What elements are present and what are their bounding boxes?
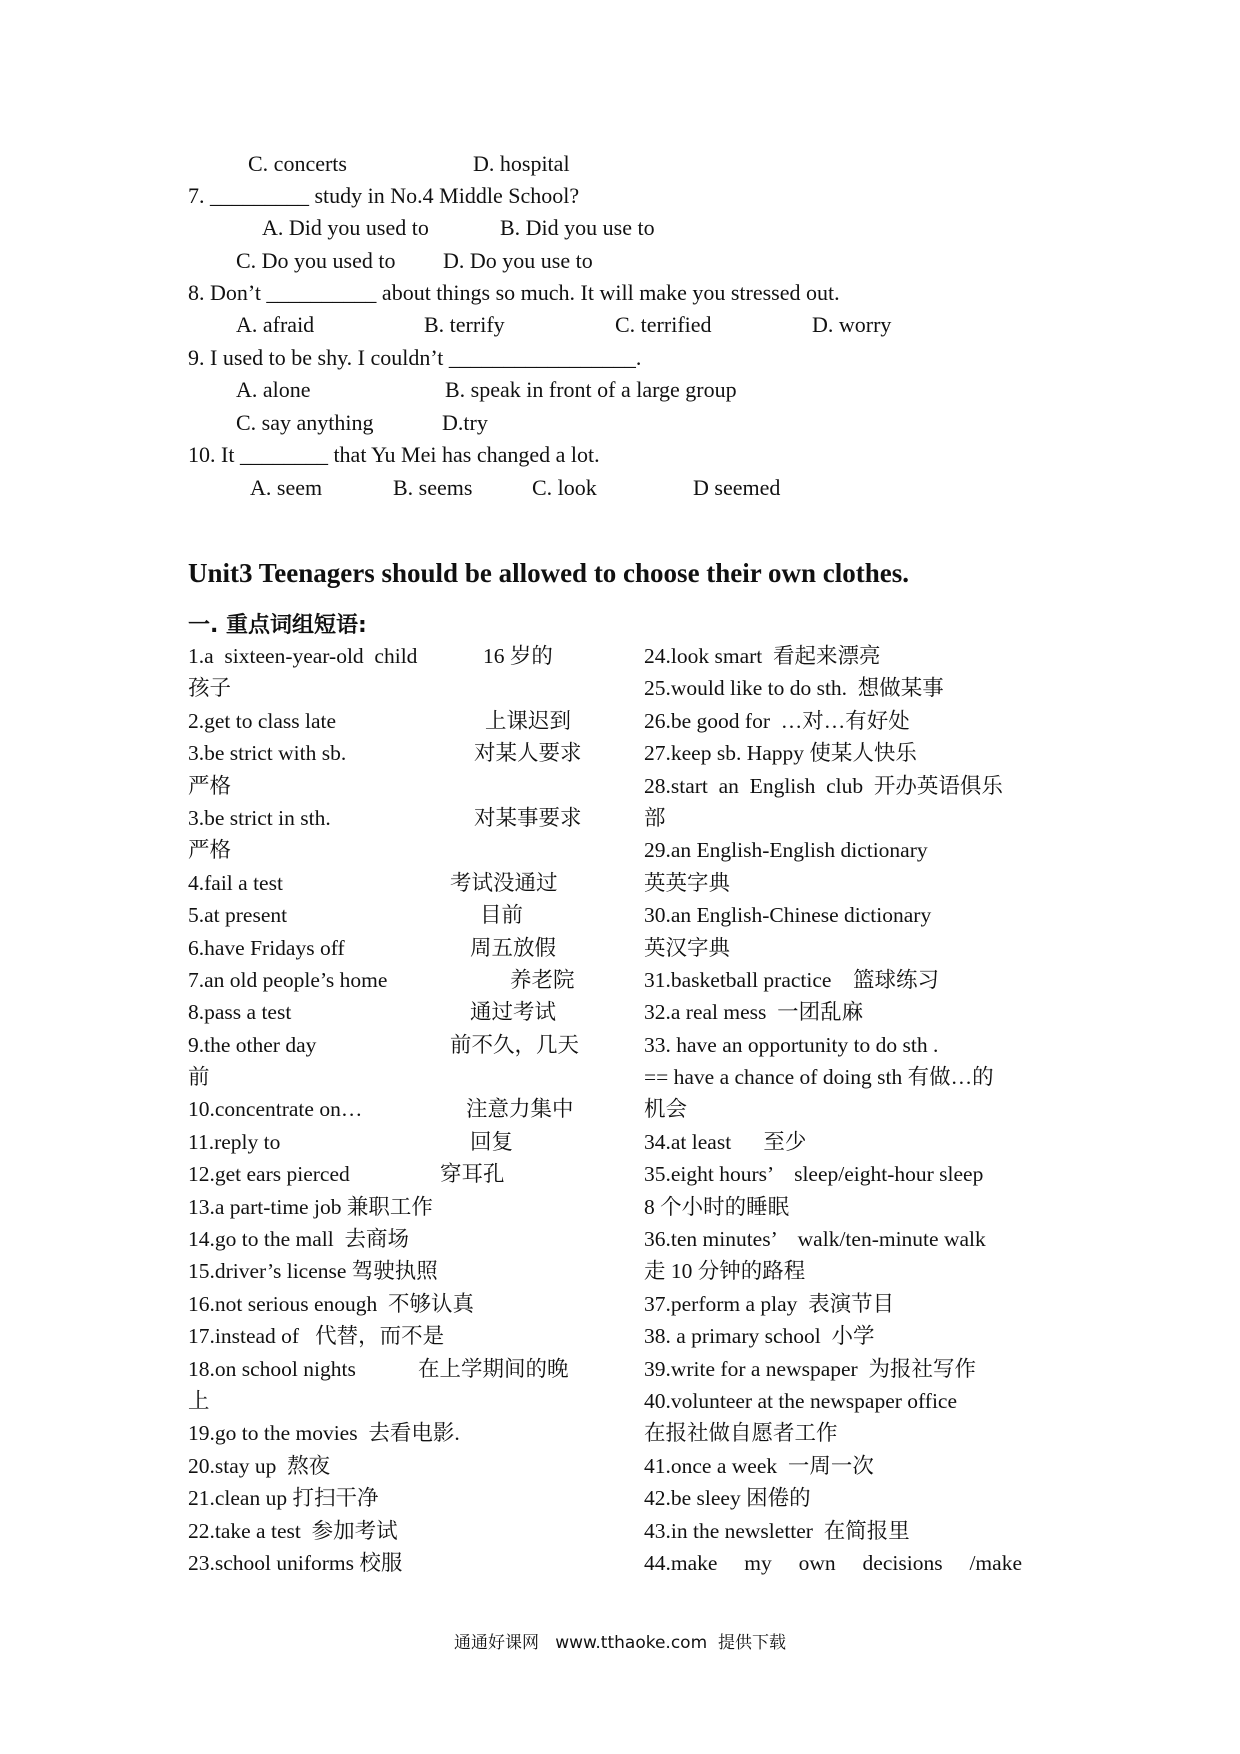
phrase-row xyxy=(188,1061,608,1093)
phrase-chinese: 养老院 xyxy=(510,967,575,992)
phrase-english: 1.a sixteen-year-old child xyxy=(188,644,418,668)
q10-option-a: A. seem xyxy=(250,475,323,500)
phrase-row: 42.be sleey 困倦的 xyxy=(644,1486,811,1511)
phrase-row xyxy=(188,1547,608,1579)
question-10: 10. It ________ that Yu Mei has changed a lot. xyxy=(188,442,600,467)
phrase-row: 机会 xyxy=(644,1097,688,1122)
phrase-english: 10.concentrate on… xyxy=(188,1097,363,1122)
phrase-english: 严格 xyxy=(188,773,232,798)
phrase-row: 36.ten minutes’ walk/ten-minute walk xyxy=(644,1227,986,1252)
phrase-row: 28.start an English club 开办英语俱乐 xyxy=(644,773,1003,798)
phrase-row: 英汉字典 xyxy=(644,935,731,960)
phrase-row xyxy=(188,1126,608,1158)
phrase-english: 14.go to the mall 去商场 xyxy=(188,1227,409,1252)
phrase-row: 37.perform a play 表演节目 xyxy=(644,1291,895,1316)
phrase-row xyxy=(188,640,608,672)
phrase-english: 15.driver’s license 驾驶执照 xyxy=(188,1259,438,1284)
phrase-row: 34.at least 至少 xyxy=(644,1129,807,1154)
q8-option-a: A. afraid xyxy=(236,312,315,337)
phrase-row xyxy=(188,834,608,866)
phrase-english: 6.have Fridays off xyxy=(188,935,345,960)
phrase-row xyxy=(188,737,608,769)
phrase-row: 走 10 分钟的路程 xyxy=(644,1259,806,1284)
phrase-row: 31.basketball practice 篮球练习 xyxy=(644,967,939,992)
phrase-row: 35.eight hours’ sleep/eight-hour sleep xyxy=(644,1162,984,1187)
question-8: 8. Don’t __________ about things so much. It will make you stressed out. xyxy=(188,280,840,305)
phrase-row xyxy=(188,1450,608,1482)
phrase-english: 12.get ears pierced xyxy=(188,1162,350,1187)
phrase-english: 22.take a test 参加考试 xyxy=(188,1518,398,1543)
phrase-row: 44.make my own decisions /make xyxy=(644,1550,1022,1575)
q10-option-b: B. seems xyxy=(393,475,473,500)
q9-option-a: A. alone xyxy=(236,377,311,402)
phrase-row xyxy=(188,705,608,737)
q7-option-d: D. Do you use to xyxy=(443,248,593,273)
phrase-row: 39.write for a newspaper 为报社写作 xyxy=(644,1356,976,1381)
phrase-list-right xyxy=(644,640,1064,1579)
phrase-row: 32.a real mess 一团乱麻 xyxy=(644,1000,864,1025)
phrase-row: 33. have an opportunity to do sth . xyxy=(644,1032,939,1057)
phrase-english: 前 xyxy=(188,1065,210,1090)
phrase-row xyxy=(188,1223,608,1255)
phrase-row: 25.would like to do sth. 想做某事 xyxy=(644,676,944,701)
q10-option-c: C. look xyxy=(532,475,597,500)
q8-option-b: B. terrify xyxy=(424,312,505,337)
phrase-row xyxy=(188,672,608,704)
phrase-row xyxy=(188,1417,608,1449)
phrase-english: 孩子 xyxy=(188,676,232,701)
q8-option-d: D. worry xyxy=(812,312,892,337)
phrase-row: 8 个小时的睡眠 xyxy=(644,1194,790,1219)
phrase-english: 20.stay up 熬夜 xyxy=(188,1453,331,1478)
phrase-row: == have a chance of doing sth 有做…的 xyxy=(644,1065,994,1090)
phrase-row xyxy=(188,802,608,834)
phrase-row: 在报社做自愿者工作 xyxy=(644,1421,838,1446)
phrase-row: 部 xyxy=(644,805,666,830)
phrase-row xyxy=(188,1353,608,1385)
phrase-row xyxy=(188,1255,608,1287)
phrase-row: 43.in the newsletter 在简报里 xyxy=(644,1518,910,1543)
phrase-row: 英英字典 xyxy=(644,870,731,895)
phrase-row xyxy=(188,1385,608,1417)
phrase-english: 2.get to class late xyxy=(188,708,337,733)
phrase-row xyxy=(188,1093,608,1125)
phrase-row xyxy=(188,932,608,964)
phrase-chinese: 回复 xyxy=(470,1129,514,1154)
section-title: 一. 重点词组短语: xyxy=(188,613,367,638)
phrase-row: 30.an English-Chinese dictionary xyxy=(644,903,932,928)
q9-option-d: D.try xyxy=(442,410,488,435)
phrase-chinese: 考试没通过 xyxy=(450,870,558,895)
phrase-chinese: 16 岁的 xyxy=(483,644,553,668)
phrase-row xyxy=(188,964,608,996)
phrase-english: 3.be strict with sb. xyxy=(188,741,347,766)
phrase-row: 38. a primary school 小学 xyxy=(644,1324,875,1349)
phrase-row xyxy=(188,1191,608,1223)
phrase-english: 5.at present xyxy=(188,903,288,928)
phrase-chinese: 目前 xyxy=(480,903,524,928)
phrase-row: 24.look smart 看起来漂亮 xyxy=(644,644,881,668)
q9-option-c: C. say anything xyxy=(236,410,374,435)
phrase-row: 26.be good for …对…有好处 xyxy=(644,708,910,733)
phrase-english: 上 xyxy=(188,1388,210,1413)
phrase-row xyxy=(188,1320,608,1352)
phrase-english: 23.school uniforms 校服 xyxy=(188,1550,403,1575)
phrase-row xyxy=(188,899,608,931)
phrase-row xyxy=(188,867,608,899)
phrase-chinese: 对某人要求 xyxy=(474,741,582,766)
phrase-row: 29.an English-English dictionary xyxy=(644,838,928,863)
phrase-chinese: 穿耳孔 xyxy=(440,1162,505,1187)
phrase-row xyxy=(188,1288,608,1320)
phrase-chinese: 周五放假 xyxy=(470,935,557,960)
phrase-row: 40.volunteer at the newspaper office xyxy=(644,1388,958,1413)
phrase-row xyxy=(188,1482,608,1514)
phrase-row: 27.keep sb. Happy 使某人快乐 xyxy=(644,741,917,766)
phrase-chinese: 通过考试 xyxy=(470,1000,557,1025)
phrase-english: 7.an old people’s home xyxy=(188,967,388,992)
phrase-english: 13.a part-time job 兼职工作 xyxy=(188,1194,433,1219)
phrase-english: 严格 xyxy=(188,838,232,863)
q6-option-d: D. hospital xyxy=(473,151,570,176)
footer-credit: 通通好课网 www.tthaoke.com 提供下载 xyxy=(454,1633,786,1653)
q10-option-d: D seemed xyxy=(693,475,781,500)
phrase-english: 4.fail a test xyxy=(188,870,283,895)
q7-option-a: A. Did you used to xyxy=(262,215,429,240)
phrase-english: 21.clean up 打扫干净 xyxy=(188,1486,379,1511)
phrase-chinese: 对某事要求 xyxy=(474,805,582,830)
q7-option-b: B. Did you use to xyxy=(500,215,655,240)
phrase-row: 41.once a week 一周一次 xyxy=(644,1453,874,1478)
q7-option-c: C. Do you used to xyxy=(236,248,396,273)
question-7: 7. _________ study in No.4 Middle School? xyxy=(188,183,580,208)
phrase-row xyxy=(188,1029,608,1061)
phrase-english: 18.on school nights xyxy=(188,1356,356,1381)
q8-option-c: C. terrified xyxy=(615,312,712,337)
phrase-english: 8.pass a test xyxy=(188,1000,292,1025)
phrase-chinese: 注意力集中 xyxy=(466,1097,574,1122)
phrase-list-left xyxy=(188,640,608,1579)
phrase-english: 11.reply to xyxy=(188,1129,281,1154)
q6-option-c: C. concerts xyxy=(248,151,347,176)
phrase-chinese: 前不久，几天 xyxy=(450,1032,580,1057)
phrase-english: 9.the other day xyxy=(188,1032,317,1057)
phrase-english: 19.go to the movies 去看电影. xyxy=(188,1421,460,1446)
phrase-english: 3.be strict in sth. xyxy=(188,805,331,830)
phrase-english: 16.not serious enough 不够认真 xyxy=(188,1291,475,1316)
phrase-row xyxy=(188,1158,608,1190)
phrase-row xyxy=(188,1515,608,1547)
q9-option-b: B. speak in front of a large group xyxy=(445,377,737,402)
question-9: 9. I used to be shy. I couldn’t _________________. xyxy=(188,345,642,370)
phrase-english: 17.instead of 代替，而不是 xyxy=(188,1324,445,1349)
phrase-chinese: 上课迟到 xyxy=(485,708,572,733)
phrase-chinese: 在上学期间的晚 xyxy=(418,1356,569,1381)
unit-title: Unit3 Teenagers should be allowed to choose their own clothes. xyxy=(188,558,910,588)
phrase-row xyxy=(188,996,608,1028)
phrase-row xyxy=(188,770,608,802)
